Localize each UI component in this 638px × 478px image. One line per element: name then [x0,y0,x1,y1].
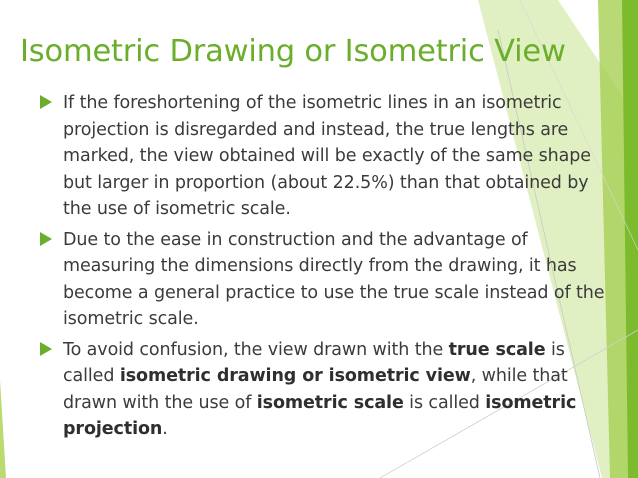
text-run: , while that drawn with the use of [63,366,568,413]
bullet-list [40,90,605,447]
triangle-bullet-icon [40,232,52,246]
bold-term: isometric projection [63,392,577,439]
bullet-text [63,337,605,443]
text-run: To avoid confusion, the view drawn with the [63,339,449,360]
slide-title: Isometric Drawing or Isometric View [20,34,566,69]
text-run: If the foreshortening of the isometric lines in an isometric projection is disregarded and instead, the true lengths are marked, the view obtained will be exactly of the same shape but larger in proportion (about 22.5%) than that obtained by the use of isometric scale. [63,93,591,219]
bullet-item [40,90,605,223]
triangle-bullet-icon [40,95,52,109]
bold-term: true scale [448,339,546,360]
text-run: . [162,419,168,439]
bullet-text [63,227,605,333]
text-run: Due to the ease in construction and the advantage of measuring the dimensions directly from the drawing, it has become a general practice to use the true scale instead of the isometric scale. [63,229,605,329]
bullet-item [40,337,605,443]
deco-bottom-left-sliver [0,380,6,478]
text-run: is called [403,392,486,413]
bold-term: isometric scale [256,392,404,413]
triangle-bullet-icon [40,342,52,356]
bullet-text [63,90,605,223]
bold-term: isometric drawing or isometric view [119,366,471,386]
bullet-item [40,227,605,333]
text-run: is called [63,339,565,386]
